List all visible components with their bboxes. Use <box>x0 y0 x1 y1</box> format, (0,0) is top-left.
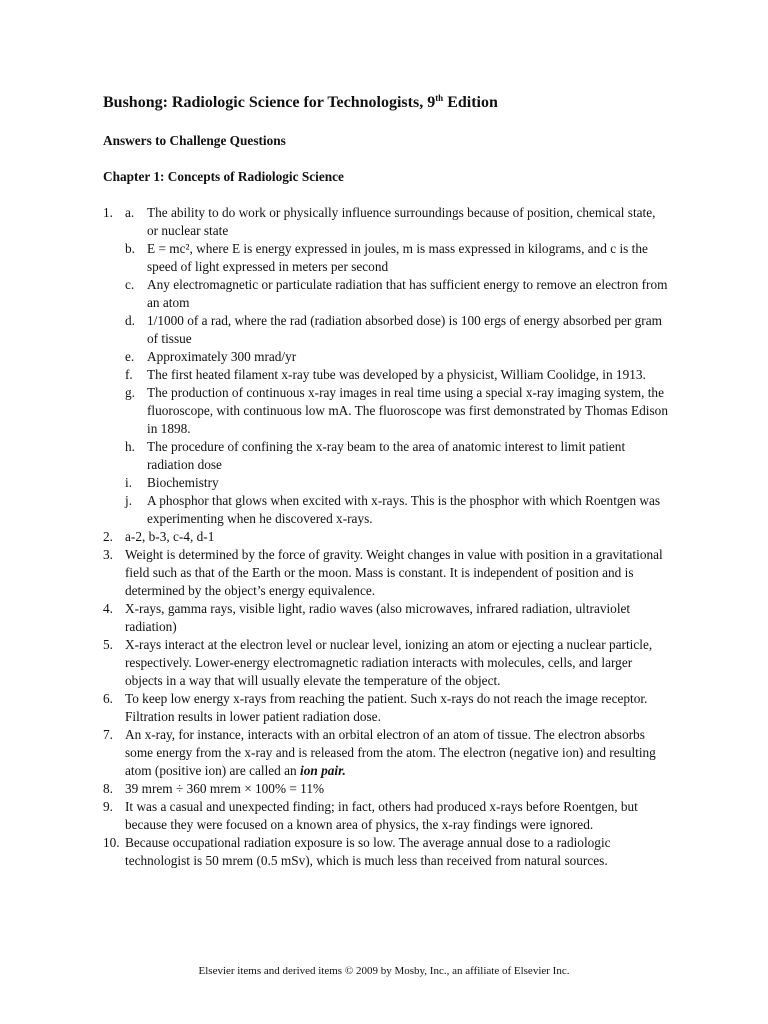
answer-text: An x-ray, for instance, interacts with an orbital electron of an atom of tissue. The electron absorbs some energy from the x-ray and is released from the atom. The electron (negative ion) and resulting atom (positive ion) are called an <box>125 727 656 778</box>
subitem-text: Any electromagnetic or particulate radiation that has sufficient energy to remove an electron from an atom <box>147 277 668 310</box>
subitem-letter: h. <box>125 439 135 454</box>
subitem-letter: e. <box>125 349 135 364</box>
title-text: Bushong: Radiologic Science for Technologists, 9 <box>103 94 436 111</box>
answer-1-subitems <box>125 204 668 528</box>
answer-7 <box>103 726 668 780</box>
answer-text: Because occupational radiation exposure is so low. The average annual dose to a radiologic technologist is 50 mrem (0.5 mSv), which is much less than received from natural sources. <box>125 835 611 868</box>
answer-8 <box>103 780 668 798</box>
answer-text: It was a casual and unexpected finding; in fact, others had produced x-rays before Roentgen, but because they were focused on a known area of physics, the x-ray findings were ignored. <box>125 799 638 832</box>
subitem-letter: j. <box>125 493 133 508</box>
answer-4 <box>103 600 668 636</box>
title-edition: Edition <box>443 94 498 111</box>
subitem-text: Approximately 300 mrad/yr <box>147 349 297 364</box>
answer-number: 2. <box>103 529 113 544</box>
answer-2 <box>103 528 668 546</box>
subitem-letter: c. <box>125 277 135 292</box>
answer-text: a-2, b-3, c-4, d-1 <box>125 529 215 544</box>
subitem-text: Biochemistry <box>147 475 219 490</box>
document-title <box>103 92 668 114</box>
subitem-text: The first heated filament x-ray tube was developed by a physicist, William Coolidge, in 1913. <box>147 367 646 382</box>
answer-9 <box>103 798 668 834</box>
answer-text: X-rays interact at the electron level or nuclear level, ionizing an atom or ejecting a nuclear particle, respectively. Lower-energy electromagnetic radiation interacts with molecules, cells, and larger objects in a way that will usually elevate the temperature of the object. <box>125 637 653 688</box>
chapter-heading: Chapter 1: Concepts of Radiologic Science <box>103 169 344 184</box>
answer-text: To keep low energy x-rays from reaching the patient. Such x-rays do not reach the image receptor. Filtration results in lower patient radiation dose. <box>125 691 648 724</box>
answer-number: 3. <box>103 547 113 562</box>
subitem-text: The production of continuous x-ray images in real time using a special x-ray imaging system, the fluoroscope, with continuous low mA. The fluoroscope was first demonstrated by Thomas Edison in 1898. <box>147 385 668 436</box>
subitem-letter: b. <box>125 241 135 256</box>
answer-number: 1. <box>103 205 113 220</box>
document-content <box>103 92 668 870</box>
answer-number: 4. <box>103 601 113 616</box>
subitem <box>125 312 668 348</box>
title-superscript: th <box>435 93 444 103</box>
answer-7-body <box>125 726 668 780</box>
answer-number: 10. <box>103 835 120 850</box>
answer-number: 6. <box>103 691 113 706</box>
answer-number: 7. <box>103 727 113 742</box>
answer-text: Weight is determined by the force of gravity. Weight changes in value with position in a gravitational field such as that of the Earth or the moon. Mass is constant. It is independent of position and is determined by the object’s energy equivalence. <box>125 547 663 598</box>
subitem <box>125 348 668 366</box>
subitem <box>125 204 668 240</box>
copyright-footer: Elsevier items and derived items © 2009 by Mosby, Inc., an affiliate of Elsevier Inc. <box>198 965 570 977</box>
subitem-letter: g. <box>125 385 135 400</box>
answer-1 <box>103 204 668 528</box>
answer-6 <box>103 690 668 726</box>
subitem-text: E = mc², where E is energy expressed in joules, m is mass expressed in kilograms, and c is the speed of light expressed in meters per second <box>147 241 648 274</box>
ion-pair-term: ion pair. <box>300 763 346 778</box>
subitem <box>125 240 668 276</box>
subitem-letter: d. <box>125 313 135 328</box>
answer-10 <box>103 834 668 870</box>
subitem <box>125 438 668 474</box>
answer-5 <box>103 636 668 690</box>
subitem <box>125 474 668 492</box>
subitem-letter: i. <box>125 475 133 490</box>
answer-number: 8. <box>103 781 113 796</box>
subitem <box>125 366 668 384</box>
answer-number: 5. <box>103 637 113 652</box>
subitem-text: A phosphor that glows when excited with x-rays. This is the phosphor with which Roentgen was experimenting when he discovered x-rays. <box>147 493 661 526</box>
subitem-letter: f. <box>125 367 133 382</box>
subitem-text: The ability to do work or physically influence surroundings because of position, chemical state, or nuclear state <box>147 205 656 238</box>
answer-3 <box>103 546 668 600</box>
answer-text: X-rays, gamma rays, visible light, radio waves (also microwaves, infrared radiation, ultraviolet radiation) <box>125 601 631 634</box>
document-subtitle: Answers to Challenge Questions <box>103 133 286 148</box>
subitem <box>125 492 668 528</box>
answer-text: 39 mrem ÷ 360 mrem × 100% = 11% <box>125 781 325 796</box>
subitem-text: 1/1000 of a rad, where the rad (radiation absorbed dose) is 100 ergs of energy absorbed per gram of tissue <box>147 313 662 346</box>
subitem-letter: a. <box>125 205 135 220</box>
answer-number: 9. <box>103 799 113 814</box>
subitem <box>125 384 668 438</box>
subitem <box>125 276 668 312</box>
subitem-text: The procedure of confining the x-ray beam to the area of anatomic interest to limit patient radiation dose <box>147 439 626 472</box>
